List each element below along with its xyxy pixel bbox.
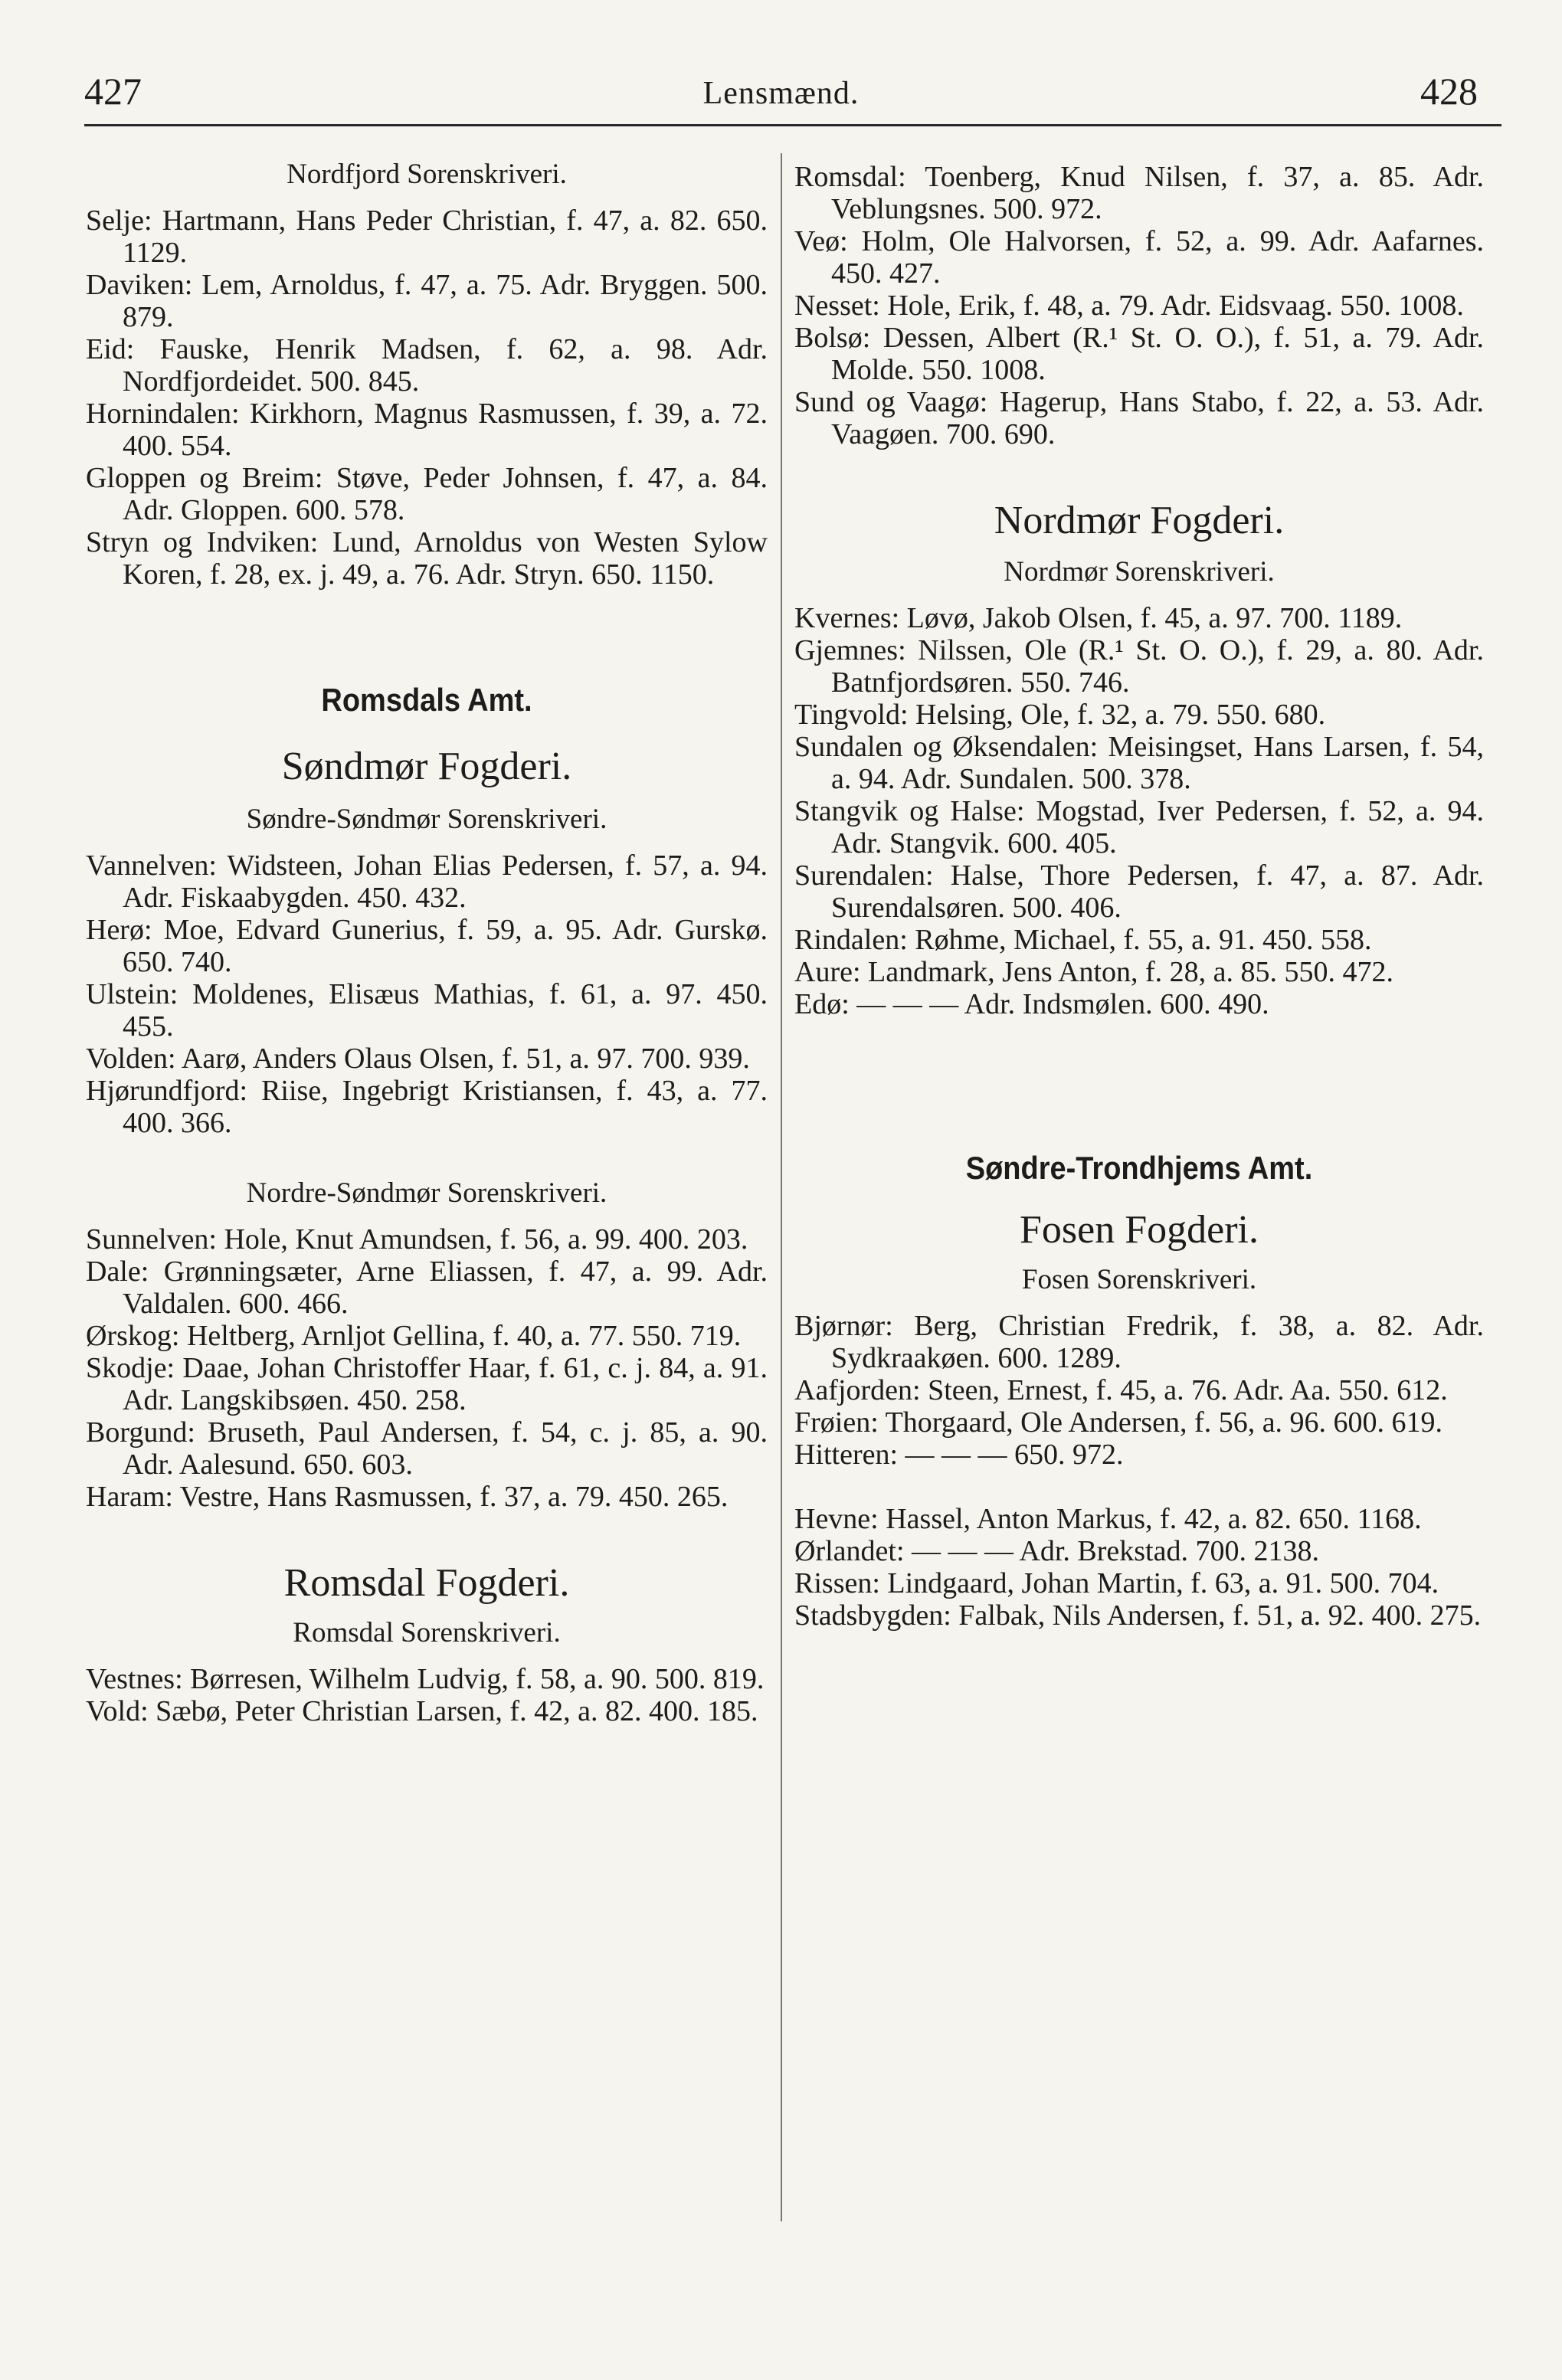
fogderi-heading: Fosen Fogderi. [1020,1208,1259,1252]
page-number-right: 428 [1420,70,1478,113]
entry: Ørskog: Heltberg, Arnljot Gellina, f. 40, a. 77. 550. 719. [86,1320,742,1352]
entry: Dale: Grønningsæter, Arne Eliassen, f. 47, a. 99. Adr. Valdalen. 600. 466. [86,1255,768,1320]
entry: Skodje: Daae, Johan Christoffer Haar, f. 61, c. j. 84, a. 91. Adr. Langskibsøen. 450. 258. [86,1352,768,1416]
entry: Frøien: Thorgaard, Ole Andersen, f. 56, a. 96. 600. 619. [794,1406,1443,1439]
entry: Selje: Hartmann, Hans Peder Christian, f. 47, a. 82. 650. 1129. [86,205,768,269]
entry: Bjørnør: Berg, Christian Fredrik, f. 38, a. 82. Adr. Sydkraakøen. 600. 1289. [794,1310,1484,1374]
entry: Nesset: Hole, Erik, f. 48, a. 79. Adr. Eidsvaag. 550. 1008. [794,290,1464,322]
left-column [86,157,768,1727]
entry: Borgund: Bruseth, Paul Andersen, f. 54, c. j. 85, a. 90. Adr. Aalesund. 650. 603. [86,1416,768,1481]
entry: Haram: Vestre, Hans Rasmussen, f. 37, a. 79. 450. 265. [86,1481,729,1513]
running-title: Lensmænd. [702,76,860,111]
entry: Stangvik og Halse: Mogstad, Iver Pedersen, f. 52, a. 94. Adr. Stangvik. 600. 405. [794,795,1484,859]
entry: Romsdal: Toenberg, Knud Nilsen, f. 37, a. 85. Adr. Veblungsnes. 500. 972. [794,161,1484,225]
entry: Ulstein: Moldenes, Elisæus Mathias, f. 61, a. 97. 450. 455. [86,978,768,1043]
entry: Bolsø: Dessen, Albert (R.¹ St. O. O.), f. 51, a. 79. Adr. Molde. 550. 1008. [794,322,1484,386]
subsection-heading: Nordre-Søndmør Sorenskriveri. [246,1177,607,1209]
entry: Vannelven: Widsteen, Johan Elias Pedersen, f. 57, a. 94. Adr. Fiskaabygden. 450. 432. [86,850,768,914]
subsection-heading: Fosen Sorenskriveri. [1021,1264,1257,1295]
entry: Sund og Vaagø: Hagerup, Hans Stabo, f. 22, a. 53. Adr. Vaagøen. 700. 690. [794,386,1484,450]
entry: Herø: Moe, Edvard Gunerius, f. 59, a. 95. Adr. Gurskø. 650. 740. [86,914,768,978]
entry: Sunnelven: Hole, Knut Amundsen, f. 56, a. 99. 400. 203. [86,1223,748,1255]
entry: Stadsbygden: Falbak, Nils Andersen, f. 51, a. 92. 400. 275. [794,1599,1482,1632]
column-divider [781,153,782,2221]
entry: Daviken: Lem, Arnoldus, f. 47, a. 75. Adr. Bryggen. 500. 879. [86,269,768,333]
entry: Vold: Sæbø, Peter Christian Larsen, f. 42, a. 82. 400. 185. [86,1695,758,1727]
entry: Hjørundfjord: Riise, Ingebrigt Kristiansen, f. 43, a. 77. 400. 366. [86,1075,768,1139]
entry: Aafjorden: Steen, Ernest, f. 45, a. 76. Adr. Aa. 550. 612. [794,1374,1448,1406]
entry: Sundalen og Øksendalen: Meisingset, Hans Larsen, f. 54, a. 94. Adr. Sundalen. 500. 378. [794,731,1484,795]
entry: Stryn og Indviken: Lund, Arnoldus von Westen Sylow Koren, f. 28, ex. j. 49, a. 76. Adr. Stryn. 650. 1150. [86,526,768,591]
entry: Ørlandet: — — — Adr. Brekstad. 700. 2138. [794,1535,1319,1567]
subsection-heading: Nordmør Sorenskriveri. [1004,556,1275,588]
entry: Surendalen: Halse, Thore Pedersen, f. 47, a. 87. Adr. Surendalsøren. 500. 406. [794,859,1484,924]
entry: Rissen: Lindgaard, Johan Martin, f. 63, a. 91. 500. 704. [794,1567,1439,1599]
entry: Aure: Landmark, Jens Anton, f. 28, a. 85. 550. 472. [794,956,1394,988]
fogderi-heading: Nordmør Fogderi. [994,499,1285,542]
fogderi-heading: Romsdal Fogderi. [283,1561,570,1605]
page-header [0,69,1562,123]
amt-heading: Søndre-Trondhjems Amt. [965,1151,1313,1187]
entry: Gjemnes: Nilssen, Ole (R.¹ St. O. O.), f. 29, a. 80. Adr. Batnfjordsøren. 550. 746. [794,634,1484,699]
entry: Tingvold: Helsing, Ole, f. 32, a. 79. 550. 680. [794,699,1326,731]
subsection-heading: Nordfjord Sorenskriveri. [287,159,567,190]
entry: Eid: Fauske, Henrik Madsen, f. 62, a. 98. Adr. Nordfjordeidet. 500. 845. [86,333,768,398]
entry: Veø: Holm, Ole Halvorsen, f. 52, a. 99. Adr. Aafarnes. 450. 427. [794,225,1484,290]
entry: Hevne: Hassel, Anton Markus, f. 42, a. 82. 650. 1168. [794,1503,1422,1535]
amt-heading: Romsdals Amt. [321,683,532,719]
entry: Gloppen og Breim: Støve, Peder Johnsen, f. 47, a. 84. Adr. Gloppen. 600. 578. [86,462,768,526]
right-column [794,161,1484,1632]
fogderi-heading: Søndmør Fogderi. [281,745,572,788]
subsection-heading: Romsdal Sorenskriveri. [293,1617,561,1648]
entry: Vestnes: Børresen, Wilhelm Ludvig, f. 58, a. 90. 500. 819. [86,1663,765,1695]
entry: Volden: Aarø, Anders Olaus Olsen, f. 51, a. 97. 700. 939. [86,1043,750,1075]
header-rule [84,124,1501,126]
subsection-heading: Søndre-Søndmør Sorenskriveri. [246,804,607,835]
entry: Hitteren: — — — 650. 972. [794,1439,1124,1471]
entry: Kvernes: Løvø, Jakob Olsen, f. 45, a. 97. 700. 1189. [794,602,1403,634]
entry: Hornindalen: Kirkhorn, Magnus Rasmussen, f. 39, a. 72. 400. 554. [86,398,768,462]
page-number-left: 427 [84,70,142,113]
entry: Edø: — — — Adr. Indsmølen. 600. 490. [794,988,1269,1020]
entry: Rindalen: Røhme, Michael, f. 55, a. 91. 450. 558. [794,924,1372,956]
